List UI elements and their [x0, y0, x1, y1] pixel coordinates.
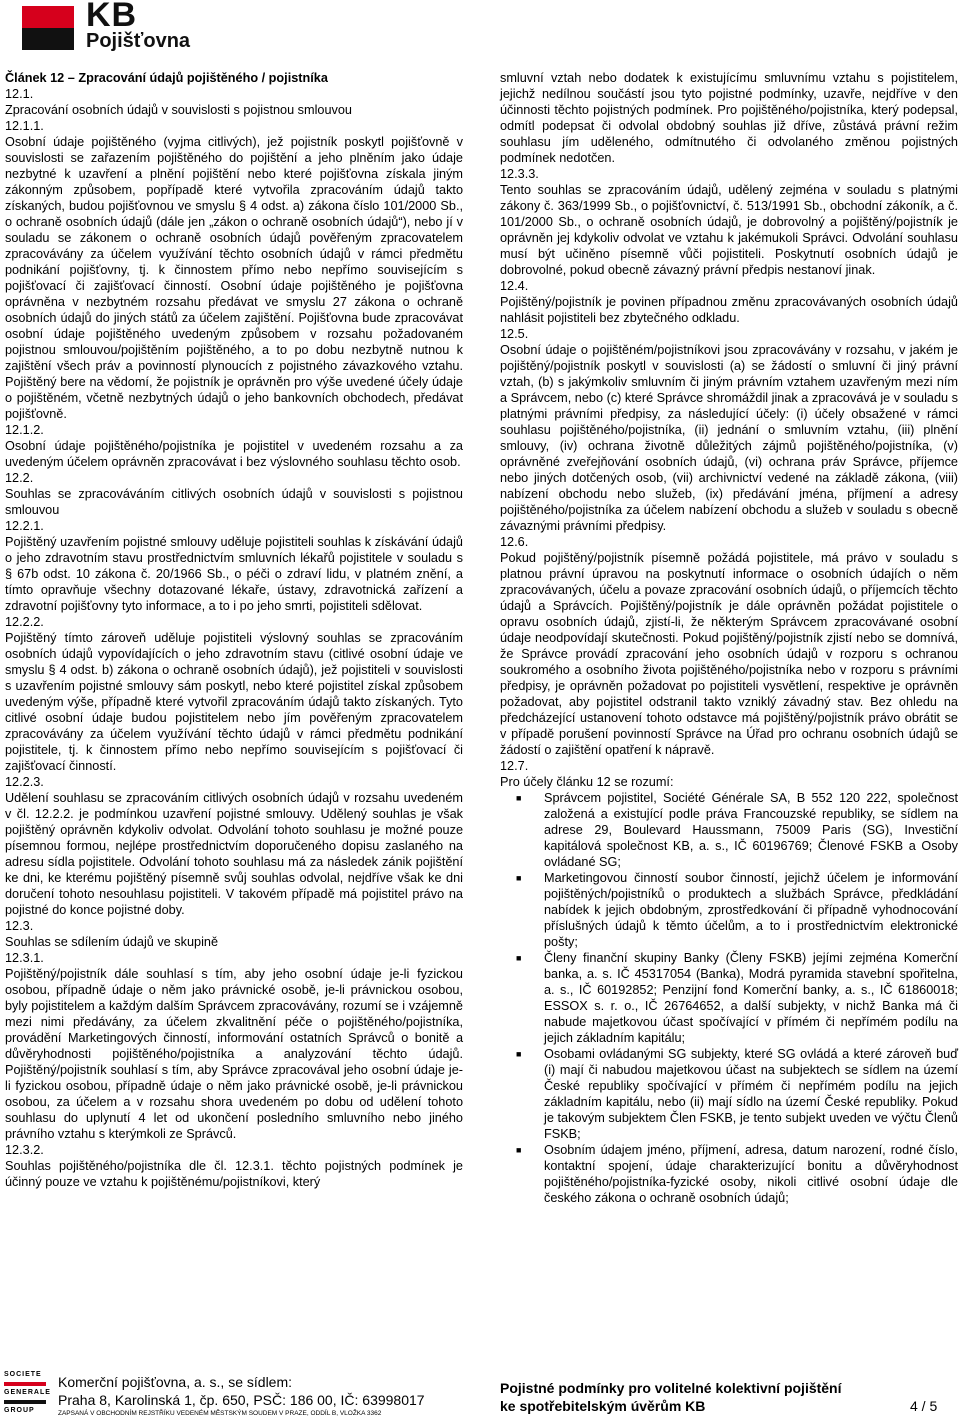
sg-logo-line: GROUP [4, 1407, 35, 1414]
left-column [5, 70, 463, 1190]
paragraph: Pro účely článku 12 se rozumí: [500, 775, 674, 789]
list-item: ■ Osobami ovládanými SG subjekty, které SG ovládá a které zároveň buď (i) mají či nabudou majetkovou účast na subjektech se sídlem na území České republiky spočívající v přímém či nepřímém podílu na jejich základním kapitálu, nebo (ii) mají sídlo na území České republiky. Pokud je takovým subjektem Člen FSKB, je tento subjekt uveden ve výčtu Členů FSKB; [544, 1046, 958, 1142]
kb-pojistovna-logo [20, 0, 200, 58]
definitions-list [500, 790, 958, 1206]
paragraph: Tento souhlas se zpracováním údajů, udělený zejména v souladu s platnými zákony č. 363/1999 Sb., o pojišťovnictví, č. 513/1991 Sb., obchodní zákoník, a č. 101/2000 Sb., o ochraně osobních údajů, je dobrovolný a pojištěný/pojistník je oprávněn jej kdykoliv odvolat ve vztahu k jakémukoli Správci. Odvolání souhlasu musí být učiněno písemně vůči pojistiteli. Poskytnutí osobních údajů je dobrovolné, pokud obecně závazný právní předpis nestanoví jinak. [500, 183, 958, 277]
paragraph: Osobní údaje pojištěného (vyjma citlivých), jež pojistník poskytl pojišťovně v souvislosti se zařazením pojištěného do pojištění a jeho plněním jako údaje nezbytné k uzavření a plnění pojištění nebo které pojišťovna získala jiným zákonným způsobem, popřípadě které vytvořila zpracováním údajů takto získaných, budou pojišťovnou ve smyslu § 4 odst. a) zákona číslo 101/2000 Sb., o ochraně osobních údajů (dále jen „zákon o ochraně osobních údajů“), nebo jí v souladu se zákonem o ochraně osobních údajů pověřeným zpracovatelem zpracovávány za účelem využívání těchto osobních údajů v rámci předmětu podnikání pojišťovny, tj. k činnostem přímo nebo nepřímo souvisejícím s pojišťovací či zajišťovací činností. Osobní údaje pojištěného je pojišťovna oprávněna v nezbytném rozsahu předávat ve smyslu 27 zákona o ochraně osobních údajů do jiných států za účelem zajištění. Pojišťovna bude zpracovávat osobní údaje pojištěného uvedeným způsobem v rozsahu požadovaném pojistnou smlouvou/pojištěním pojištěného, a to po dobu nezbytně nutnou k zajištění všech práv a povinností plynoucích z pojistného závazkového vztahu. Pojištěný bere na vědomí, že pojistník je oprávněn pro výše uvedené účely údaje o pojištěném, včetně nezbytných údajů o jeho bankovních obchodech, předávat pojišťovně. [5, 135, 463, 421]
footer-company: Komerční pojišťovna, a. s., se sídlem: [58, 1374, 293, 1390]
logo-red-bar [22, 6, 74, 28]
right-column [500, 70, 958, 1206]
footer-doc-title: Pojistné podmínky pro volitelné kolektivní pojištění [500, 1380, 842, 1396]
paragraph: Pojištěný tímto zároveň uděluje pojistiteli výslovný souhlas se zpracováním osobních údajů vypovídajících o jeho zdravotním stavu (citlivé osobní údaje ve smyslu § 4 odst. b) zákona o ochraně osobních údajů), jež pojistiteli v souvislosti s uzavřením pojistné smlouvy sám poskytl, nebo které pojistitel získal způsobem uvedeným výše, případně které vytvořil zpracováním údajů takto získaných. Tyto citlivé osobní údaje budou pojistitelem nebo jím pověřeným zpracovatelem zpracovávány za účelem využívání těchto údajů v rámci předmětu podnikání pojistitele, tj. k činnostem přímo nebo nepřímo souvisejícím s pojišťovací či zajišťovací činností. [5, 631, 463, 773]
kb-logo-mark [20, 0, 80, 52]
list-item: ■ Osobním údajem jméno, příjmení, adresa, datum narození, rodné číslo, kontaktní spojení, údaje charakterizující bonitu a důvěryhodnost pojištěného/pojistníka-fyzické osoby, nikoli citlivé osobní údaje dle českého zákona o ochraně osobních údajů; [544, 1142, 958, 1206]
paragraph: Osobní údaje o pojištěném/pojistníkovi jsou zpracovávány v rozsahu, v jakém je pojištěný/pojistník poskytl v souvislosti (a) se žádostí o smluvní či jiný právní vztah, (b) s jakýmkoliv smluvním či jiným právním vztahem uzavřeným mezi ním a Správcem, nebo (c) které Správce shromáždil jinak a zpracovává je v souladu s platnými právními předpisy, za následující účely: (i) účely obsažené v rámci souhlasu pojištěného/pojistníka, (ii) jednání o smluvním vztahu, (iii) plnění smlouvy, (iv) ochrana životně důležitých zájmů pojištěného/pojistníka, (v) oprávněné zveřejňování osobních údajů, (vi) ochrana práv Správce, příjemce nebo jiných dotčených osob, (vii) archivnictví vedené na základě zákona, (viii) nabízení obchodu nebo služeb, (ix) předávání jména, příjmení a adresy pojištěného/pojistníka za účelem nabízení obchodu a služeb v souladu s obecně závaznými právními předpisy. [500, 343, 958, 533]
section-number: 12.4. [500, 279, 529, 293]
logo-black-bar [22, 28, 74, 50]
section-number: 12.7. [500, 759, 529, 773]
paragraph: Osobní údaje pojištěného/pojistníka je pojistitel v uvedeném rozsahu a za uvedeným účelem oprávněn zpracovávat i bez výslovného souhlasu těchto osob. [5, 439, 463, 469]
section-heading: Zpracování osobních údajů v souvislosti s pojistnou smlouvou [5, 103, 352, 117]
section-number: 12.3.1. [5, 951, 44, 965]
section-number: 12.2. [5, 471, 34, 485]
section-heading: Souhlas se zpracováváním citlivých osobních údajů v souvislosti s pojistnou smlouvou [5, 487, 463, 517]
list-item: ■ Marketingovou činností soubor činností, jejichž účelem je informování pojištěných/pojistníků o produktech a službách Správce, předkládání nabídek k jejich obdobným, zprostředkování či případně vyhodnocování příslušných údajů k těmto účelům, a to i prostřednictvím elektronické pošty; [544, 870, 958, 950]
paragraph: Udělení souhlasu se zpracováním citlivých osobních údajů v rozsahu uvedeném v čl. 12.2.2. je podmínkou uzavření pojistné smlouvy. Udělený souhlas je však pojištěný oprávněn kdykoliv odvolat. Odvolání tohoto souhlasu je možné pouze písemnou formou, nejlépe prostřednictvím doporučeného dopisu zaslaného na adresu sídla pojistitele. Odvolání tohoto souhlasu má za následek zánik pojištění ke dni, ke kterému pojištěný písemně svůj souhlas odvolal, nejdříve však ke dni doručení tohoto nesouhlasu pojistiteli. V takovém případě má pojistitel právo na pojistné do konce pojistné doby. [5, 791, 463, 917]
section-number: 12.2.3. [5, 775, 44, 789]
section-number: 12.3. [5, 919, 34, 933]
sg-logo-line: GENERALE [4, 1389, 51, 1396]
article-title: Článek 12 – Zpracování údajů pojištěného / pojistníka [5, 71, 328, 85]
sg-black-bar [4, 1400, 46, 1404]
section-number: 12.2.1. [5, 519, 44, 533]
section-number: 12.1.1. [5, 119, 44, 133]
logo-sub-text: Pojišťovna [86, 30, 191, 52]
list-item: ■ Členy finanční skupiny Banky (Členy FSKB) jejími zejména Komerční banka, a. s. IČ 45317054 (Banka), Modrá pyramida stavební spořitelna, a. s., IČ 60192852; Penzijní fond Komerční banky, a. s., IČ 61860018; ESSOX s. r. o., IČ 26764652, a další subjekty, v nichž Banka má či nabude majetkovou účast spočívající v přímém či nepřímém podílu na jejich základním kapitálu; [544, 950, 958, 1046]
footer-register: ZAPSANÁ V OBCHODNÍM REJSTŘÍKU VEDENÉM MĚSTSKÝM SOUDEM V PRAZE, ODDÍL B, VLOŽKA 3362 [58, 1410, 382, 1417]
sg-logo-line: SOCIETE [4, 1371, 42, 1378]
section-number: 12.6. [500, 535, 529, 549]
section-number: 12.1. [5, 87, 34, 101]
page-number: 4 / 5 [910, 1398, 938, 1414]
footer-address: Praha 8, Karolinská 1, čp. 650, PSČ: 186 00, IČ: 63998017 [58, 1392, 425, 1408]
section-number: 12.1.2. [5, 423, 44, 437]
logo-kb-text: KB [86, 0, 138, 34]
paragraph: Pojištěný/pojistník je povinen případnou změnu zpracovávaných osobních údajů nahlásit pojistiteli bez zbytečného odkladu. [500, 295, 958, 325]
paragraph: Souhlas pojištěného/pojistníka dle čl. 12.3.1. těchto pojistných podmínek je účinný pouze ve vztahu k pojištěnému/pojistníkovi, který [5, 1159, 463, 1189]
section-heading: Souhlas se sdílením údajů ve skupině [5, 935, 218, 949]
section-number: 12.3.3. [500, 167, 539, 181]
section-number: 12.2.2. [5, 615, 44, 629]
section-number: 12.5. [500, 327, 529, 341]
paragraph: Pokud pojištěný/pojistník písemně požádá pojistitele, má právo v souladu s platnou právní úpravou na poskytnutí informace o osobních údajích o něm zpracovávaných, účelu a povaze zpracování osobních údajů, o příjemcích těchto údajů a Správcích. Pojištěný/pojistník je dále oprávněn požádat pojistitele o opravu osobních údajů, zjistí-li, že některým Správcem zpracovávané osobní údaje neodpovídají skutečnosti. Pokud pojištěný/pojistník zjistí nebo se domnívá, že Správce provádí zpracování jeho osobních údajů v rozporu s ochranou soukromého a osobního života pojištěného/pojistníka nebo v rozporu s právními předpisy, je oprávněn požadovat po pojistiteli vysvětlení, respektive je oprávněn požadovat, aby pojistitel odstranil takto vzniklý závadný stav. Bez ohledu na předcházející ustanovení tohoto odstavce má pojištěný/pojistník právo obrátit se v případě porušení povinností Správce na Úřad pro ochranu osobních údajů se žádostí o zajištění opatření k nápravě. [500, 551, 958, 757]
page-footer [0, 1368, 960, 1418]
societe-generale-logo [4, 1370, 52, 1414]
section-number: 12.3.2. [5, 1143, 44, 1157]
list-item: ■ Správcem pojistitel, Société Générale SA, B 552 120 222, společnost založená a existující podle práva Francouzské republiky, se sídlem na adrese 29, Boulevard Haussmann, 75009 Paris (SG), Investiční kapitálová společnost KB, a. s., IČ 60196769; Členové FSKB a Osoby ovládané SG; [544, 790, 958, 870]
paragraph: smluvní vztah nebo dodatek k existujícímu smluvnímu vztahu s pojistitelem, jejichž nedílnou součástí jsou tyto pojistné podmínky, uzavře, nejdříve v den účinnosti těchto pojistných podmínek. Pro pojištěného/pojistníka, který podepsal, odmítl podepsat či odvolal obdobný souhlas již dříve, zůstává právní režim souhlasu jím uděleného, odmítnutého či odvolaného změnou pojistných podmínek nedotčen. [500, 71, 958, 165]
paragraph: Pojištěný uzavřením pojistné smlouvy uděluje pojistiteli souhlas k získávání údajů o jeho zdravotním stavu prostřednictvím smluvních lékařů pojistitele v souladu s § 67b odst. 10 zákona č. 20/1966 Sb., o péči o zdraví lidu, v platném znění, a tímto opravňuje všechny dotazované lékaře, ústavy, zdravotnická zařízení a zdravotní pojišťovny tyto informace, a to i po jeho smrti, pojistiteli sdělovat. [5, 535, 463, 613]
sg-red-bar [4, 1382, 46, 1386]
footer-doc-title: ke spotřebitelským úvěrům KB [500, 1398, 706, 1414]
paragraph: Pojištěný/pojistník dále souhlasí s tím, aby jeho osobní údaje je-li fyzickou osobou, případně údaje o něm jako právnické osobě, je-li právnickou osobou, byly pojistitelem a každým dalším Správcem zpracovávány, rozumí se i vzájemně mezi nimi předávány, za účelem zkvalitnění péče o pojištěného/pojistníka, provádění Marketingových činností, informování ostatních Správců o bonitě a důvěryhodnosti pojištěného/pojistníka a analyzování těchto údajů. Pojištěný/pojistník souhlasí s tím, aby Správce zpracovával jeho osobní údaje je-li fyzickou osobou, případně údaje o něm jako právnické osobě, je-li právnickou osobou, za účelem a v rozsahu shora uvedeném po dobu od udělení tohoto souhlasu do uplynutí 4 let od ukončení posledního smluvního nebo jiného právního vztahu s kterýmkoli ze Správců. [5, 967, 463, 1141]
